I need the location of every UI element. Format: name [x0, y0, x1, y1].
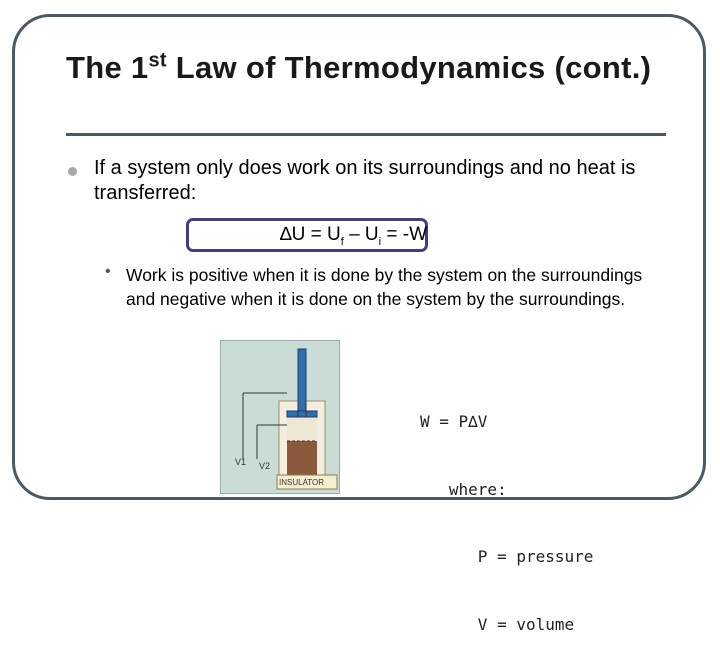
work-formula	[420, 366, 593, 659]
formula-line-4: V = volume	[420, 614, 575, 634]
formula-line-3: P = pressure	[420, 547, 594, 566]
equation-part: = -W	[381, 224, 428, 245]
sub-bullet-text: Work is positive when it is done by the system on the surroundings and negative when it is done on the system by the surroundings.	[126, 265, 643, 309]
equation-part: ∆U = U	[280, 224, 341, 245]
equation-subscript-f: f	[340, 235, 344, 248]
sub-bullet-dot-icon: •	[105, 263, 111, 280]
title-prefix: The 1	[66, 50, 149, 85]
bullet-dot-icon	[68, 167, 77, 176]
gas-region	[287, 441, 317, 479]
title-superscript: st	[148, 49, 167, 72]
piston-head	[287, 411, 317, 417]
piston-cylinder-diagram	[220, 340, 340, 494]
label-insulator: INSULATOR	[279, 478, 325, 487]
title-divider	[66, 133, 666, 136]
piston-cylinder-illustration	[221, 341, 339, 493]
label-v1: V1	[235, 457, 247, 467]
title-suffix: Law of Thermodynamics (cont.)	[166, 50, 652, 85]
equation-part: – U	[343, 224, 379, 245]
equation	[280, 224, 427, 246]
formula-line-2: where:	[420, 479, 507, 499]
equation-subscript-i: i	[378, 235, 382, 248]
label-v2: V2	[259, 461, 271, 471]
formula-line-1: W = P∆V	[420, 412, 488, 431]
bullet-text: If a system only does work on its surroundings and no heat is transferred:	[94, 157, 636, 204]
slide-title	[66, 48, 651, 88]
piston-rod	[298, 349, 306, 411]
